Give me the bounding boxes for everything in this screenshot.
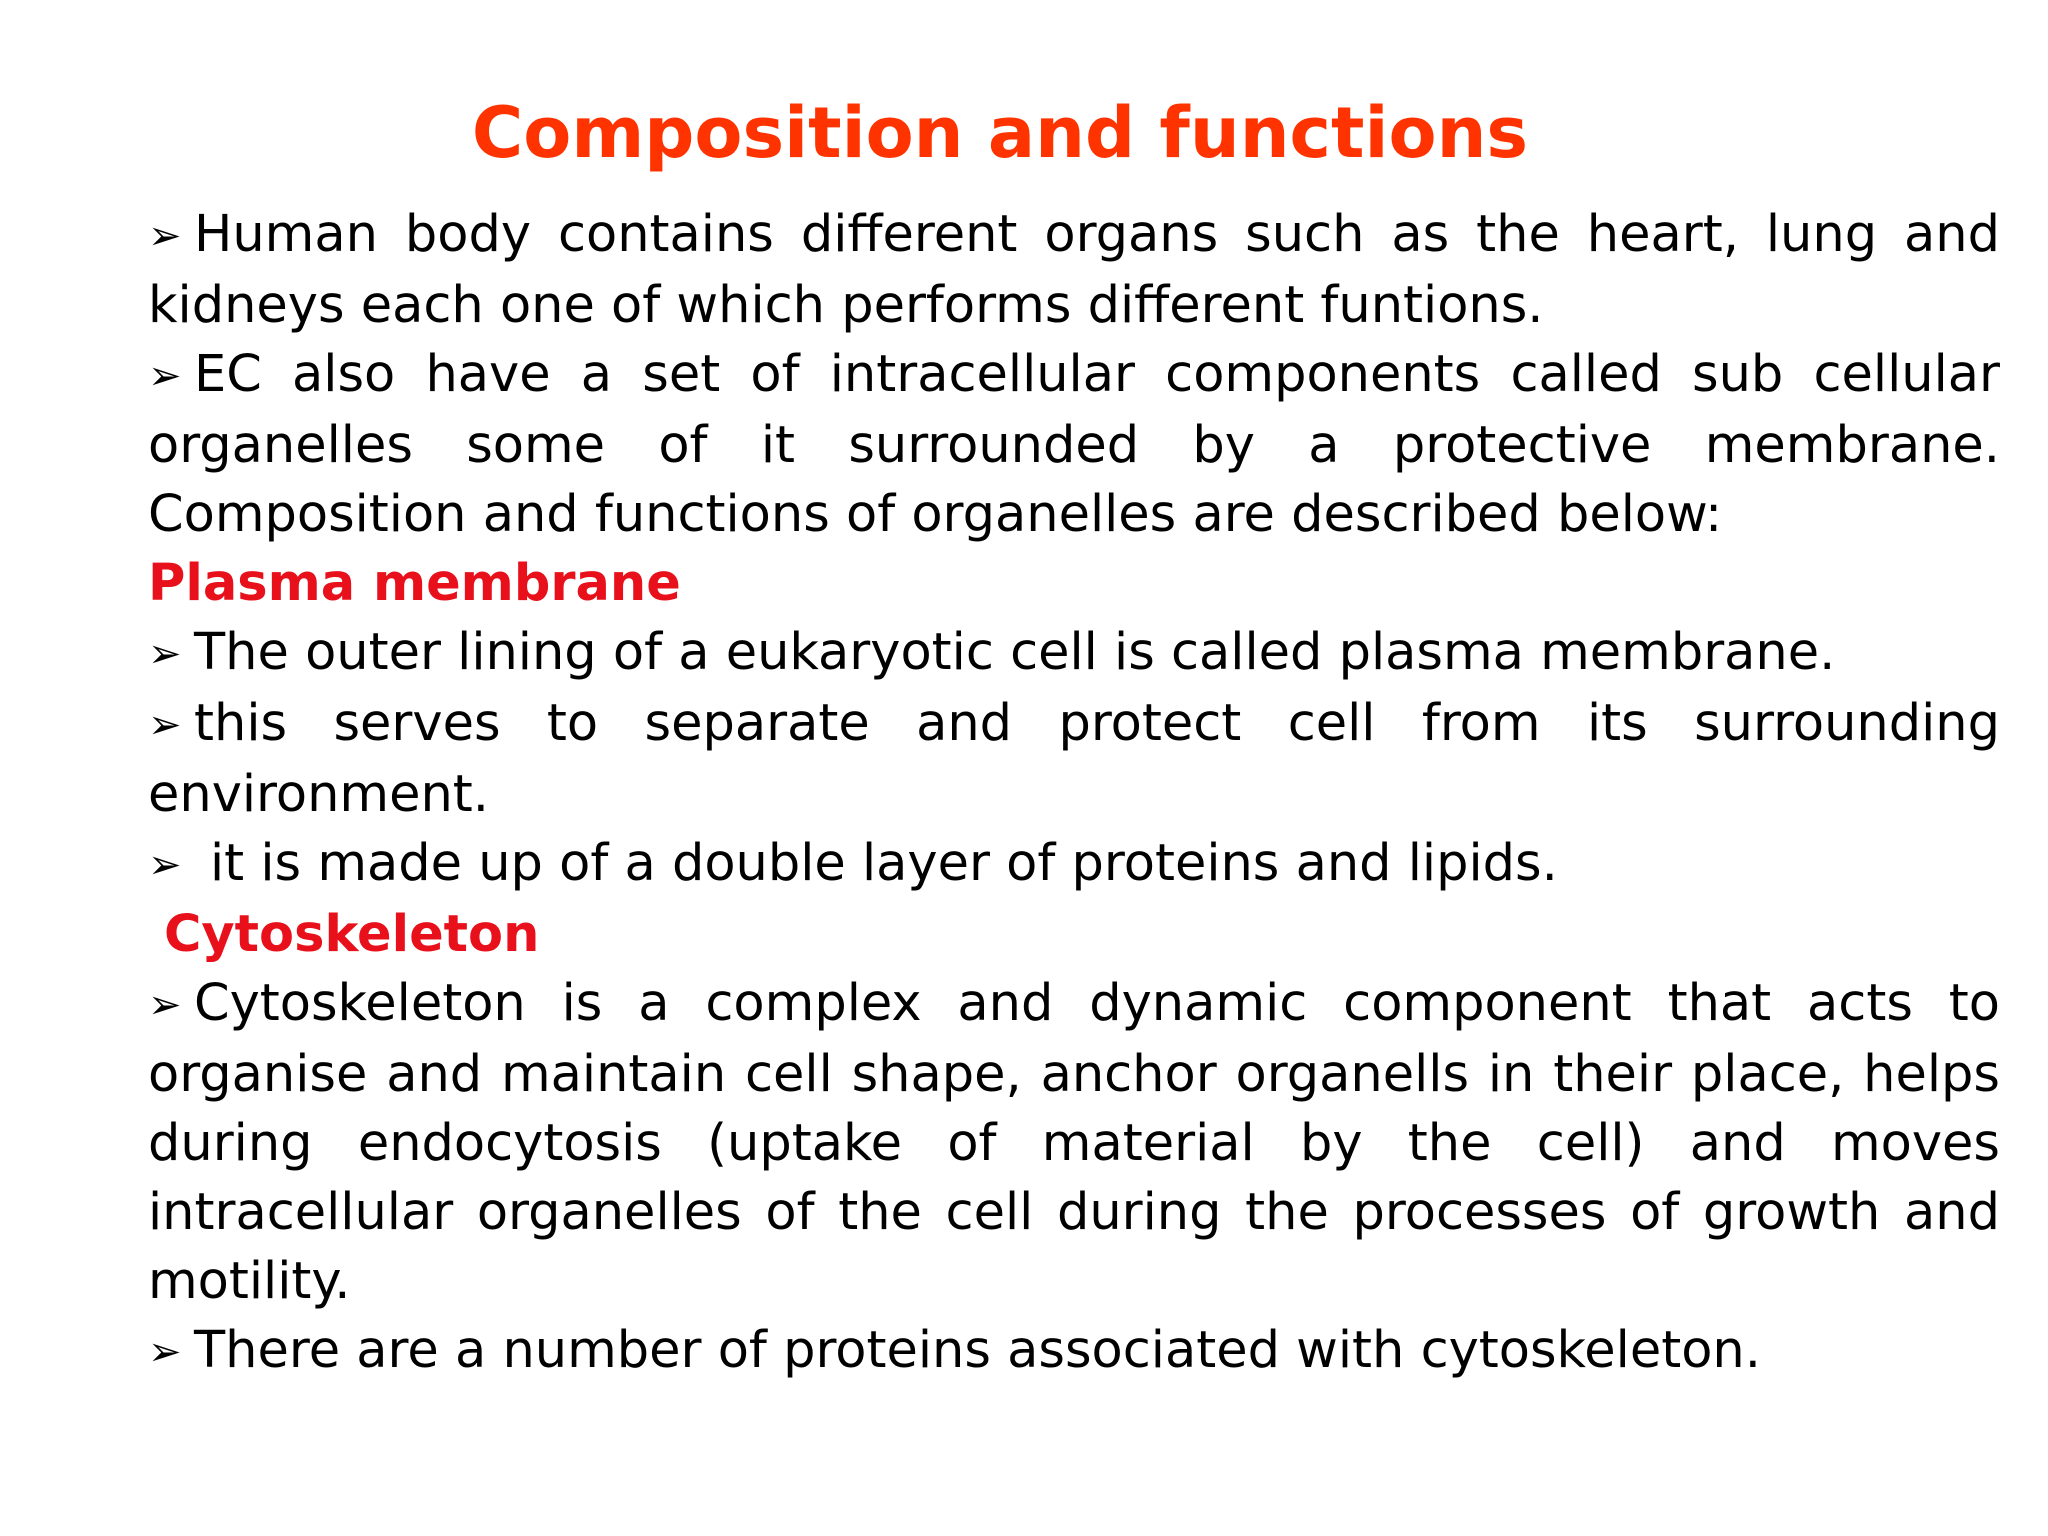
bullet-point [148, 1316, 2000, 1387]
bullet-point [148, 200, 2000, 340]
bullet-text: this serves to separate and protect cell from its surrounding environment. [148, 694, 2000, 824]
bullet-text: The outer lining of a eukaryotic cell is called plasma membrane. [194, 623, 1836, 682]
arrow-bullet-icon: ➢ [148, 982, 182, 1028]
bullet-text: Human body contains different organs such as the heart, lung and kidneys each one of which performs different funtions. [148, 205, 2000, 335]
arrow-bullet-icon: ➢ [148, 213, 182, 259]
bullet-point [148, 618, 2000, 689]
bullet-text: it is made up of a double layer of proteins and lipids. [210, 834, 1558, 893]
section-heading-cytoskeleton: Cytoskeleton [164, 905, 540, 964]
bullet-point [148, 340, 2000, 549]
bullet-text: EC also have a set of intracellular components called sub cellular organelles some of it surrounded by a protective membrane. Composition and functions of organelles are described below: [148, 345, 2000, 544]
bullet-point [148, 829, 2000, 900]
arrow-bullet-icon: ➢ [148, 1329, 182, 1375]
section-heading-plasma-membrane: Plasma membrane [148, 554, 681, 613]
arrow-bullet-icon: ➢ [148, 842, 182, 888]
bullet-text: There are a number of proteins associated with cytoskeleton. [194, 1321, 1761, 1380]
bullet-point [148, 969, 2000, 1316]
arrow-bullet-icon: ➢ [148, 702, 182, 748]
slide-title: Composition and functions [471, 92, 1529, 174]
slide-body [148, 200, 2000, 1387]
arrow-bullet-icon: ➢ [148, 631, 182, 677]
bullet-text: Cytoskeleton is a complex and dynamic component that acts to organise and maintain cell shape, anchor organells in their place, helps during endocytosis (uptake of material by the cell) and moves intracellular organelles of the cell during the processes of growth and motility. [148, 974, 2000, 1311]
arrow-bullet-icon: ➢ [148, 353, 182, 399]
bullet-point [148, 689, 2000, 829]
